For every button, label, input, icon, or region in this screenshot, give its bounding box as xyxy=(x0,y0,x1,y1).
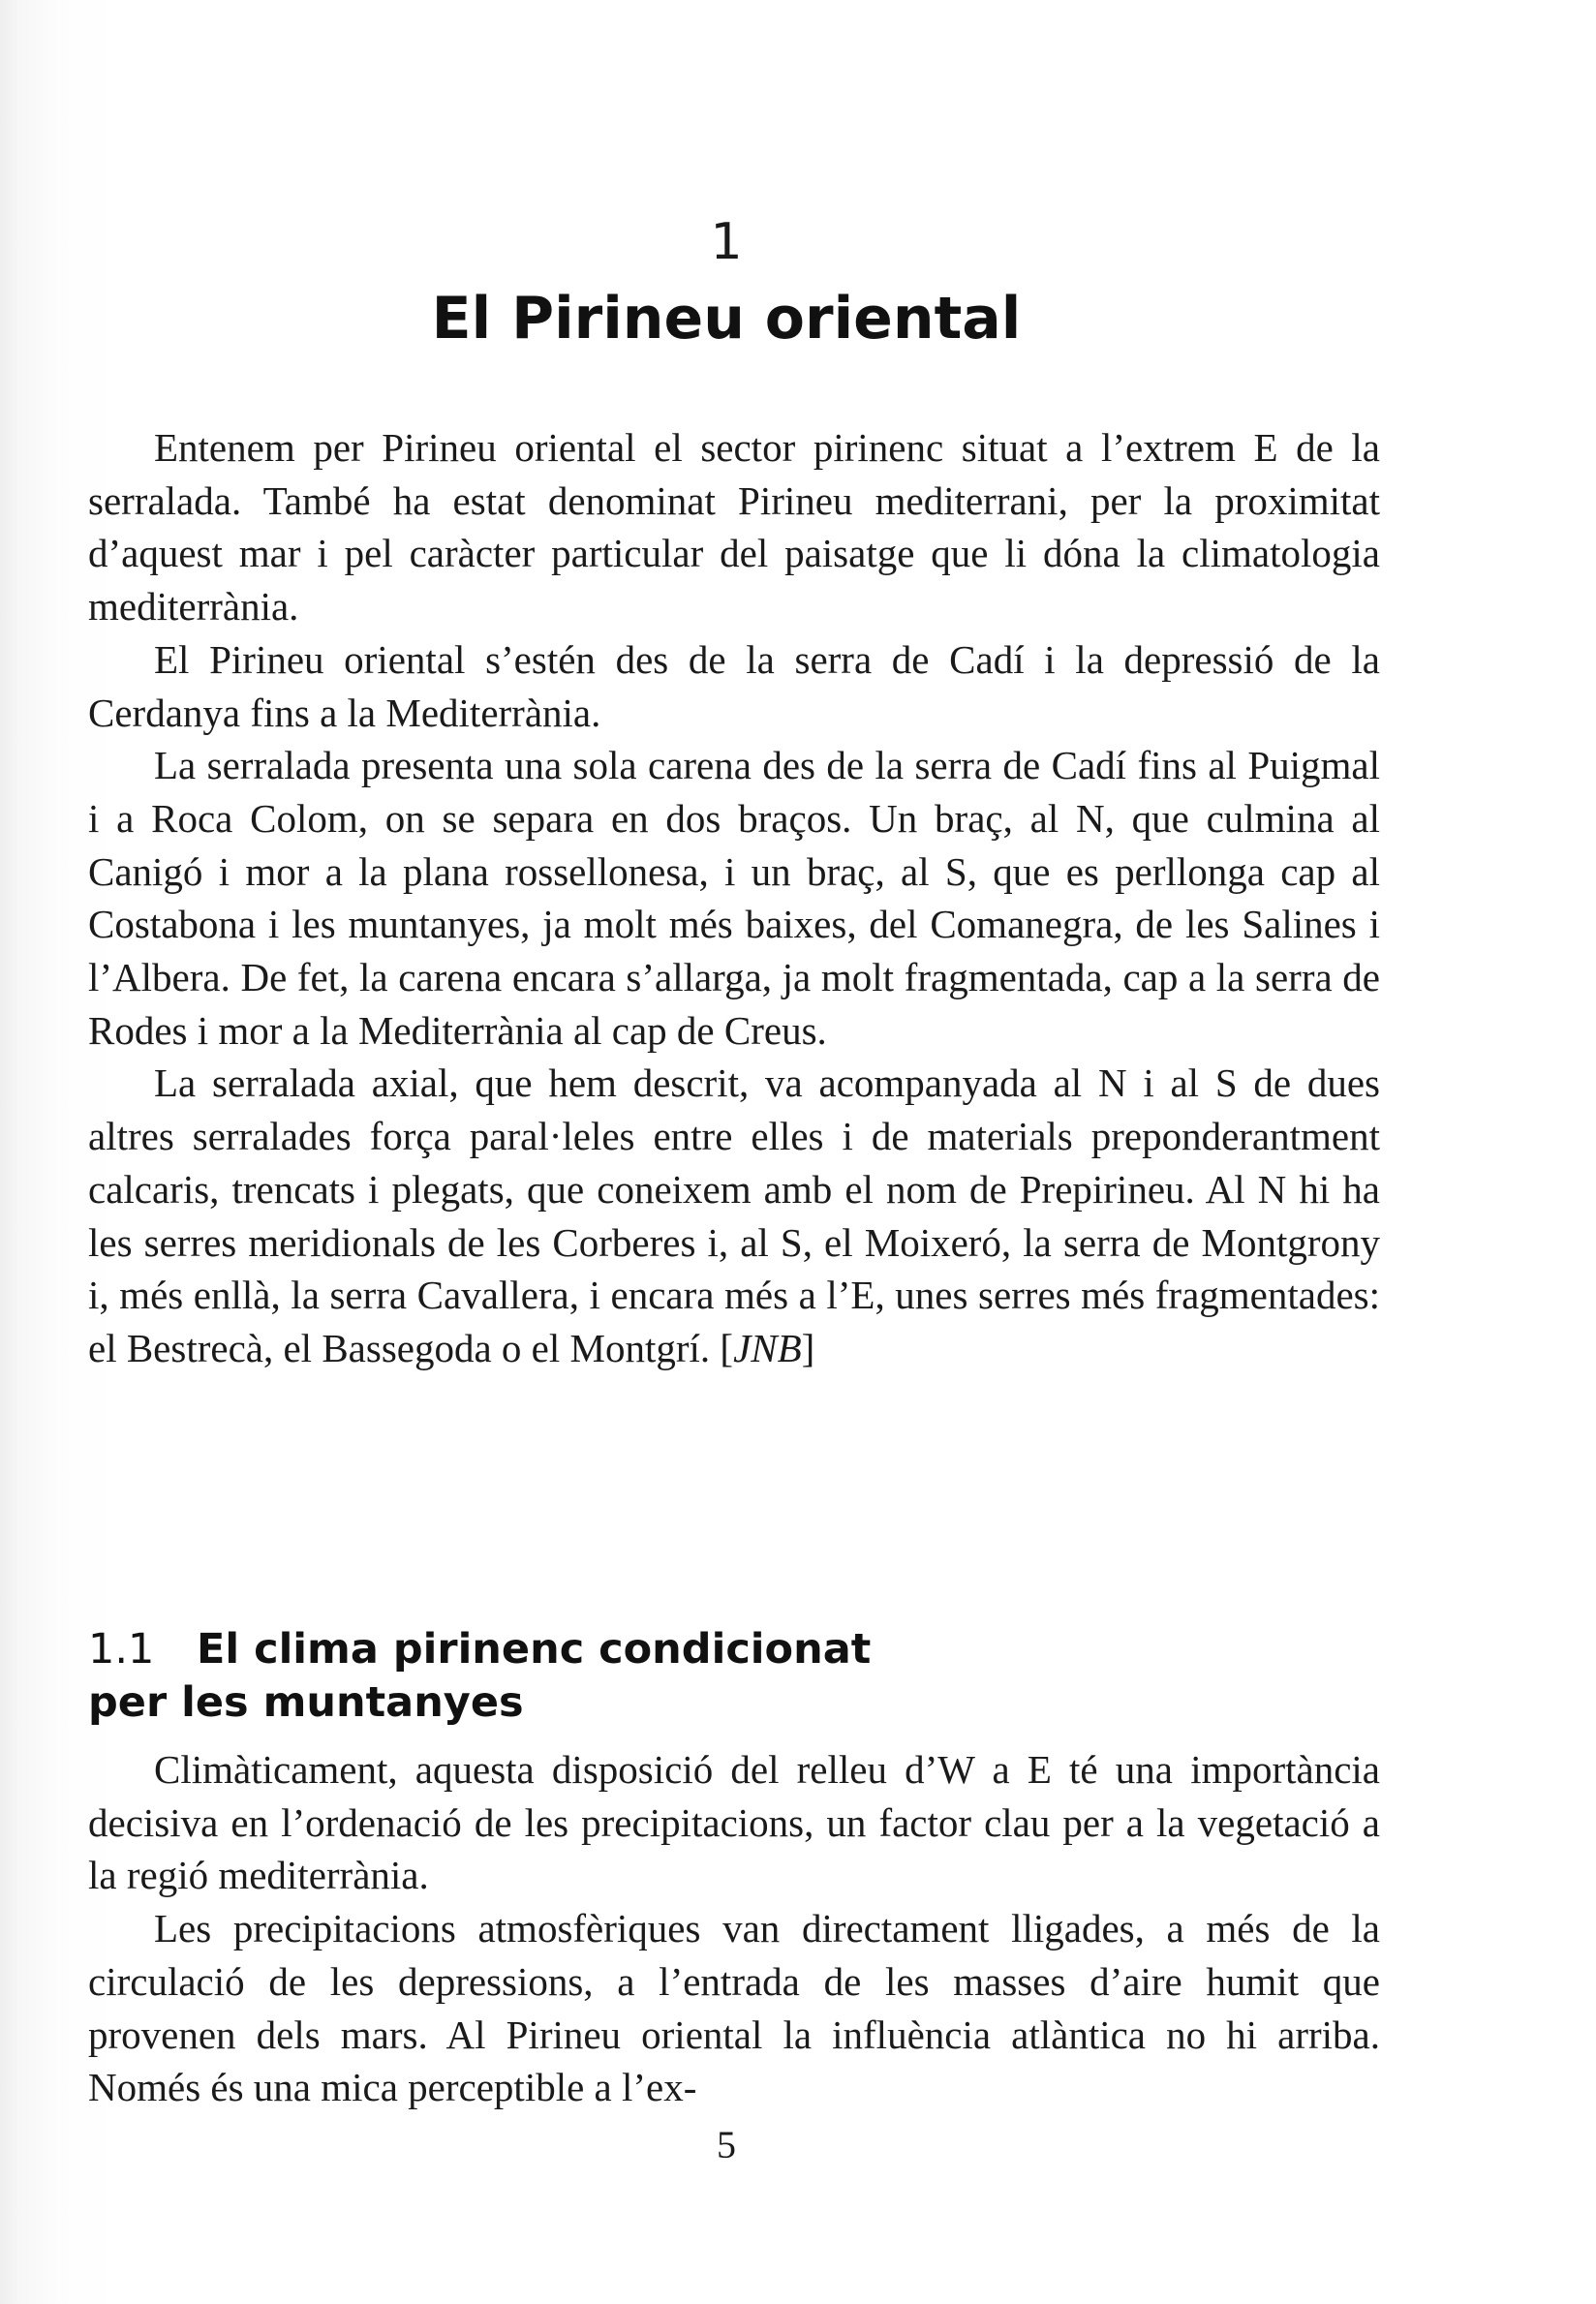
section-title-line-2: per les muntanyes xyxy=(88,1678,524,1727)
chapter-number: 1 xyxy=(710,213,743,271)
section-body xyxy=(88,1743,1380,2114)
paragraph: Climàticament, aquesta disposició del relleu d’W a E té una importància decisiva en l’ordenació de les precipitacions, un factor clau per a la vegetació a la regió mediterrània. xyxy=(88,1747,1380,1898)
section-heading xyxy=(88,1623,1347,1730)
paragraph: La serralada presenta una sola carena des de la serra de Cadí fins al Puigmal i a Roca Colom, on se separa en dos braços. Un braç, al N, que culmina al Canigó i mor a la plana rossellonesa, i un braç, al S, que es perllonga cap al Costabona i les muntanyes, ja molt més baixes, del Comanegra, de les Salines i l’Albera. De fet, la carena encara s’allarga, ja molt fragmentada, cap a la serra de Rodes i mor a la Mediterrània al cap de Creus. xyxy=(88,743,1380,1053)
section-title-line-1: El clima pirinenc condicionat xyxy=(197,1625,872,1674)
signature-close-bracket: ] xyxy=(801,1325,815,1370)
paragraph: Les precipitacions atmosfèriques van directament lligades, a més de la circulació de les depressions, a l’entrada de les masses d’aire humit que provenen dels mars. Al Pirineu oriental la influència atlàntica no hi arriba. Només és una mica perceptible a l’ex- xyxy=(88,1906,1380,2110)
paragraph: Entenem per Pirineu oriental el sector pirinenc situat a l’extrem E de la serralada. També ha estat denominat Pirineu mediterrani, per la proximitat d’aquest mar i pel caràcter particular del paisatge que li dóna la climatologia mediterrània. xyxy=(88,425,1380,630)
paragraph-text: La serralada axial, que hem descrit, va acompanyada al N i al S de dues altres serralades força paral·leles entre elles i de materials preponderantment calcaris, trencats i plegats, que coneixem amb el nom de Prepirineu. Al N hi ha les serres meridionals de les Corberes i, al S, el Moixeró, la serra de Montgrony i, més enllà, la serra Cavallera, i encara més a l’E, unes serres més fragmentades: el Bestrecà, el Bassegoda o el Montgrí. xyxy=(88,1060,1380,1370)
signature-open-bracket: [ xyxy=(720,1325,734,1370)
paragraph: El Pirineu oriental s’estén des de la serra de Cadí i la depressió de la Cerdanya fins a la Mediterrània. xyxy=(88,636,1380,735)
chapter-intro xyxy=(88,421,1380,1375)
paragraph-with-signature xyxy=(88,1057,1380,1374)
page-number: 5 xyxy=(717,2123,736,2166)
section-number: 1.1 xyxy=(88,1625,155,1674)
author-signature: JNB xyxy=(733,1325,802,1370)
chapter-title: El Pirineu oriental xyxy=(431,285,1022,353)
